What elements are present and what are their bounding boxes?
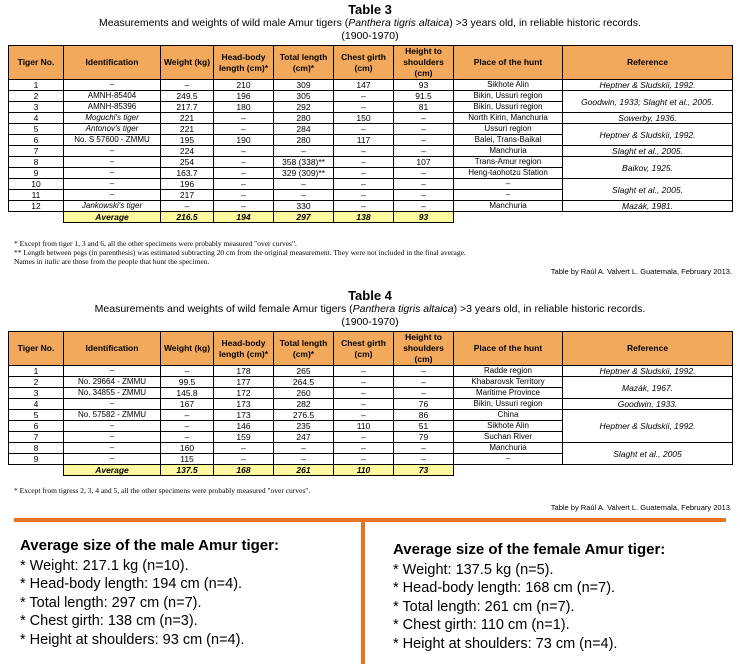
cell-no: 2 [9,91,64,102]
cell-no: 5 [9,124,64,135]
cell-place: Bikin, Ussuri region [454,399,563,410]
male-tiger-table [8,45,733,223]
cell-id: AMNH-85396 [64,102,161,113]
average-hb: 168 [214,465,274,476]
table-body [9,80,733,223]
cell-chest: – [334,366,394,377]
average-chest: 138 [334,212,394,223]
column-header: Reference [563,332,733,366]
average-total: 297 [274,212,334,223]
cell-id: – [64,399,161,410]
cell-reference: Goodwin, 1933; Slaght et al., 2005. [563,91,733,113]
cell-total: – [274,179,334,190]
cell-no: 6 [9,421,64,432]
table-body [9,366,733,476]
cell-weight: 163.7 [161,168,214,179]
cell-total: 284 [274,124,334,135]
cell-hb: 159 [214,432,274,443]
table-row [9,443,733,454]
cell-id: AMNH-85404 [64,91,161,102]
cell-total: – [274,454,334,465]
male-summary-title: Average size of the male Amur tiger: [20,537,279,554]
cell-total: – [274,190,334,201]
male-summary-item: * Height at shoulders: 93 cm (n=4). [20,631,245,648]
table-row [9,399,733,410]
cell-total: 329 (309)** [274,168,334,179]
table-row [9,201,733,212]
cell-height: – [394,146,454,157]
cell-hb: 190 [214,135,274,146]
cell-weight: 99.5 [161,377,214,388]
table3-note-1: * Except from tiger 1, 3 and 6, all the other specimens were probably measured "over curves". [14,239,297,248]
cell-no: 7 [9,432,64,443]
female-summary-item: * Chest girth: 110 cm (n=1). [393,617,570,633]
table4-credit: Table by Raúl A. Valvert L. Guatemala, February 2013. [550,503,732,512]
cell-chest: 117 [334,135,394,146]
cell-no: 7 [9,146,64,157]
female-summary-item: * Height at shoulders: 73 cm (n=4). [393,635,618,652]
cell-height: – [394,443,454,454]
cell-weight: 217.7 [161,102,214,113]
female-summary-item: * Weight: 137.5 kg (n=5). [393,561,554,578]
male-summary-item: * Total length: 297 cm (n=7). [20,594,202,611]
average-label: Average [64,212,161,223]
cell-chest: – [334,399,394,410]
column-header: Place of the hunt [454,332,563,366]
table-row [9,80,733,91]
cell-chest: – [334,168,394,179]
cell-id: – [64,190,161,201]
cell-total: 247 [274,432,334,443]
male-summary [20,537,279,649]
cell-weight: – [161,410,214,421]
cell-weight: 167 [161,399,214,410]
table-header-row [9,332,733,366]
cell-chest: 150 [334,113,394,124]
cell-reference: Mazák, 1967. [563,377,733,399]
cell-height: – [394,168,454,179]
male-summary-item: * Weight: 217.1 kg (n=10). [20,557,189,574]
table4-title: Table 4 [348,288,392,303]
cell-height: – [394,377,454,388]
cell-place: Heng-taohotzu Station [454,168,563,179]
column-header: Chest girth (cm) [334,332,394,366]
cell-place: Manchuria [454,201,563,212]
cell-id: – [64,179,161,190]
cell-id: Jankowski's tiger [64,201,161,212]
cell-total: 305 [274,91,334,102]
average-chest: 110 [334,465,394,476]
cell-no: 9 [9,168,64,179]
cell-place: North Kirin, Manchuria [454,113,563,124]
cell-hb: – [214,157,274,168]
column-header: Weight (kg) [161,332,214,366]
table4-note-1: * Except from tigress 2, 3, 4 and 5, all the other specimens were probably measured "over curves". [14,486,311,495]
female-tiger-table [8,331,733,476]
cell-reference: Goodwin, 1933. [563,399,733,410]
table-header-row [9,46,733,80]
cell-no: 8 [9,443,64,454]
cell-id: – [64,366,161,377]
cell-weight: – [161,421,214,432]
cell-hb: – [214,124,274,135]
cell-hb: – [214,113,274,124]
cell-hb: – [214,168,274,179]
cell-no: 5 [9,410,64,421]
cell-reference: Sowerby, 1936. [563,113,733,124]
cell-reference: Slaght et al., 2005. [563,146,733,157]
cell-id: – [64,146,161,157]
cell-hb: – [214,179,274,190]
cell-height: – [394,113,454,124]
cell-id: – [64,80,161,91]
cell-reference: Slaght et al., 2005. [563,179,733,201]
cell-height: – [394,179,454,190]
cell-weight: 160 [161,443,214,454]
cell-place: – [454,454,563,465]
cell-no: 10 [9,179,64,190]
cell-hb: 172 [214,388,274,399]
cell-chest: – [334,146,394,157]
cell-id: – [64,454,161,465]
cell-weight: 145.8 [161,388,214,399]
table-row [9,124,733,135]
average-weight: 216.5 [161,212,214,223]
cell-hb: 146 [214,421,274,432]
table-row [9,377,733,388]
cell-total: – [274,443,334,454]
cell-height: – [394,454,454,465]
table-row [9,146,733,157]
cell-hb: 178 [214,366,274,377]
cell-height: 91.5 [394,91,454,102]
cell-place: Khabarovsk Territory [454,377,563,388]
table3-credit: Table by Raúl A. Valvert L. Guatemala, February 2013. [550,267,732,276]
cell-hb: 196 [214,91,274,102]
cell-no: 4 [9,399,64,410]
cell-place: Manchuria [454,443,563,454]
cell-chest: – [334,432,394,443]
cell-weight: – [161,432,214,443]
male-summary-item: * Head-body length: 194 cm (n=4). [20,576,243,592]
column-header: Identification [64,332,161,366]
cell-weight: 224 [161,146,214,157]
cell-place: Bikin, Ussuri region [454,91,563,102]
cell-hb: – [214,201,274,212]
cell-total: 235 [274,421,334,432]
cell-chest: – [334,377,394,388]
column-header: Weight (kg) [161,46,214,80]
cell-height: 107 [394,157,454,168]
cell-weight: 221 [161,113,214,124]
cell-id: No. 34855 - ZMMU [64,388,161,399]
column-header: Head-body length (cm)* [214,46,274,80]
cell-no: 9 [9,454,64,465]
table3-note-3: Names in italic are those from the people that hunt the specimen. [14,257,210,266]
cell-id: – [64,157,161,168]
cell-total: 276.5 [274,410,334,421]
cell-hb: 180 [214,102,274,113]
cell-hb: – [214,146,274,157]
cell-place: Suchan River [454,432,563,443]
average-hb: 194 [214,212,274,223]
average-height: 73 [394,465,454,476]
cell-weight: 249.5 [161,91,214,102]
orange-divider-vertical [361,518,365,664]
cell-reference: Slaght et al., 2005 [563,443,733,465]
cell-chest: – [334,157,394,168]
blank-cell [454,465,733,476]
table4-years: (1900-1970) [341,316,399,328]
cell-place: Sikhote Alin [454,80,563,91]
column-header: Identification [64,46,161,80]
cell-chest: – [334,454,394,465]
cell-weight: – [161,80,214,91]
cell-no: 1 [9,366,64,377]
cell-hb: 177 [214,377,274,388]
table3-title: Table 3 [348,2,392,17]
cell-place: Ussuri region [454,124,563,135]
cell-height: – [394,135,454,146]
cell-total: 280 [274,113,334,124]
column-header: Tiger No. [9,46,64,80]
cell-total: 358 (338)** [274,157,334,168]
cell-weight: 196 [161,179,214,190]
female-summary-item: * Head-body length: 168 cm (n=7). [393,580,616,596]
column-header: Height to shoulders (cm) [394,332,454,366]
cell-total: 330 [274,201,334,212]
female-summary-item: * Total length: 261 cm (n=7). [393,598,575,615]
female-summary [393,541,665,653]
cell-reference: Heptner & Sludskii, 1992. [563,366,733,377]
column-header: Chest girth (cm) [334,46,394,80]
cell-reference: Heptner & Sludskii, 1992. [563,124,733,146]
cell-height: 86 [394,410,454,421]
cell-no: 3 [9,102,64,113]
cell-id: – [64,168,161,179]
average-total: 261 [274,465,334,476]
cell-total: 282 [274,399,334,410]
cell-height: – [394,366,454,377]
table-row [9,157,733,168]
cell-id: – [64,421,161,432]
cell-total: – [274,146,334,157]
cell-height: – [394,124,454,135]
table-row [9,179,733,190]
cell-weight: 217 [161,190,214,201]
cell-place: Maritime Province [454,388,563,399]
cell-height: 93 [394,80,454,91]
average-weight: 137.5 [161,465,214,476]
average-height: 93 [394,212,454,223]
cell-no: 6 [9,135,64,146]
column-header: Tiger No. [9,332,64,366]
cell-total: 265 [274,366,334,377]
cell-id: No. S 57600 - ZMMU [64,135,161,146]
cell-total: 264.5 [274,377,334,388]
orange-divider-horizontal [14,518,726,522]
cell-hb: 173 [214,399,274,410]
cell-place: Trans-Amur region [454,157,563,168]
average-label: Average [64,465,161,476]
cell-height: – [394,388,454,399]
male-summary-item: * Chest girth: 138 cm (n=3). [20,613,198,629]
table-row [9,91,733,102]
cell-id: – [64,443,161,454]
cell-no: 3 [9,388,64,399]
cell-id: No. 57582 - ZMMU [64,410,161,421]
cell-place: Radde region [454,366,563,377]
average-row [9,212,733,223]
cell-weight: – [161,201,214,212]
cell-place: China [454,410,563,421]
cell-no: 8 [9,157,64,168]
cell-height: 81 [394,102,454,113]
cell-total: 292 [274,102,334,113]
cell-no: 1 [9,80,64,91]
column-header: Total length (cm)* [274,46,334,80]
cell-chest: 110 [334,421,394,432]
cell-hb: 173 [214,410,274,421]
cell-height: – [394,190,454,201]
column-header: Height to shoulders (cm) [394,46,454,80]
cell-place: Bikin, Ussuri region [454,102,563,113]
cell-weight: 221 [161,124,214,135]
column-header: Head-body length (cm)* [214,332,274,366]
cell-chest: – [334,201,394,212]
cell-reference: Mazák, 1981. [563,201,733,212]
cell-place: Balei, Trans-Baikal [454,135,563,146]
cell-total: 309 [274,80,334,91]
cell-id: No. 29664 - ZMMU [64,377,161,388]
cell-height: 51 [394,421,454,432]
cell-reference: Baikov, 1925. [563,157,733,179]
table3-note-2: ** Length between pegs (in parenthesis) was estimated subtracting 20 cm from the original measurement. They were not included in the final average. [14,248,466,257]
cell-weight: 115 [161,454,214,465]
cell-id: Antonov's tiger [64,124,161,135]
table4-subtitle: Measurements and weights of wild female Amur tigers (Panthera tigris altaica) >3 years old, in reliable historic records. [94,303,646,315]
table3-subtitle: Measurements and weights of wild male Amur tigers (Panthera tigris altaica) >3 years old, in reliable historic records. [99,17,641,29]
cell-reference: Heptner & Sludskii, 1992. [563,80,733,91]
cell-no: 2 [9,377,64,388]
cell-reference: Heptner & Sludskii, 1992. [563,410,733,443]
cell-chest: – [334,91,394,102]
table-row [9,366,733,377]
column-header: Reference [563,46,733,80]
cell-hb: – [214,443,274,454]
cell-chest: 147 [334,80,394,91]
cell-height: 79 [394,432,454,443]
cell-chest: – [334,410,394,421]
table-row [9,410,733,421]
cell-height: – [394,201,454,212]
cell-no: 11 [9,190,64,201]
cell-chest: – [334,190,394,201]
table-row [9,113,733,124]
cell-chest: – [334,124,394,135]
cell-weight: 254 [161,157,214,168]
female-summary-title: Average size of the female Amur tiger: [393,541,666,558]
cell-chest: – [334,102,394,113]
cell-no: 12 [9,201,64,212]
blank-cell [9,465,64,476]
cell-chest: – [334,388,394,399]
column-header: Total length (cm)* [274,332,334,366]
cell-id: Moguchi's tiger [64,113,161,124]
cell-weight: – [161,366,214,377]
cell-id: – [64,432,161,443]
cell-no: 4 [9,113,64,124]
blank-cell [9,212,64,223]
column-header: Place of the hunt [454,46,563,80]
cell-total: 280 [274,135,334,146]
cell-place: Manchuria [454,146,563,157]
cell-chest: – [334,179,394,190]
average-row [9,465,733,476]
cell-hb: – [214,454,274,465]
cell-total: 260 [274,388,334,399]
cell-chest: – [334,443,394,454]
cell-place: Sikhote Alin [454,421,563,432]
cell-hb: 210 [214,80,274,91]
blank-cell [454,212,733,223]
cell-place: – [454,179,563,190]
cell-hb: – [214,190,274,201]
cell-weight: 195 [161,135,214,146]
cell-place: – [454,190,563,201]
cell-height: 76 [394,399,454,410]
table3-years: (1900-1970) [341,30,399,42]
